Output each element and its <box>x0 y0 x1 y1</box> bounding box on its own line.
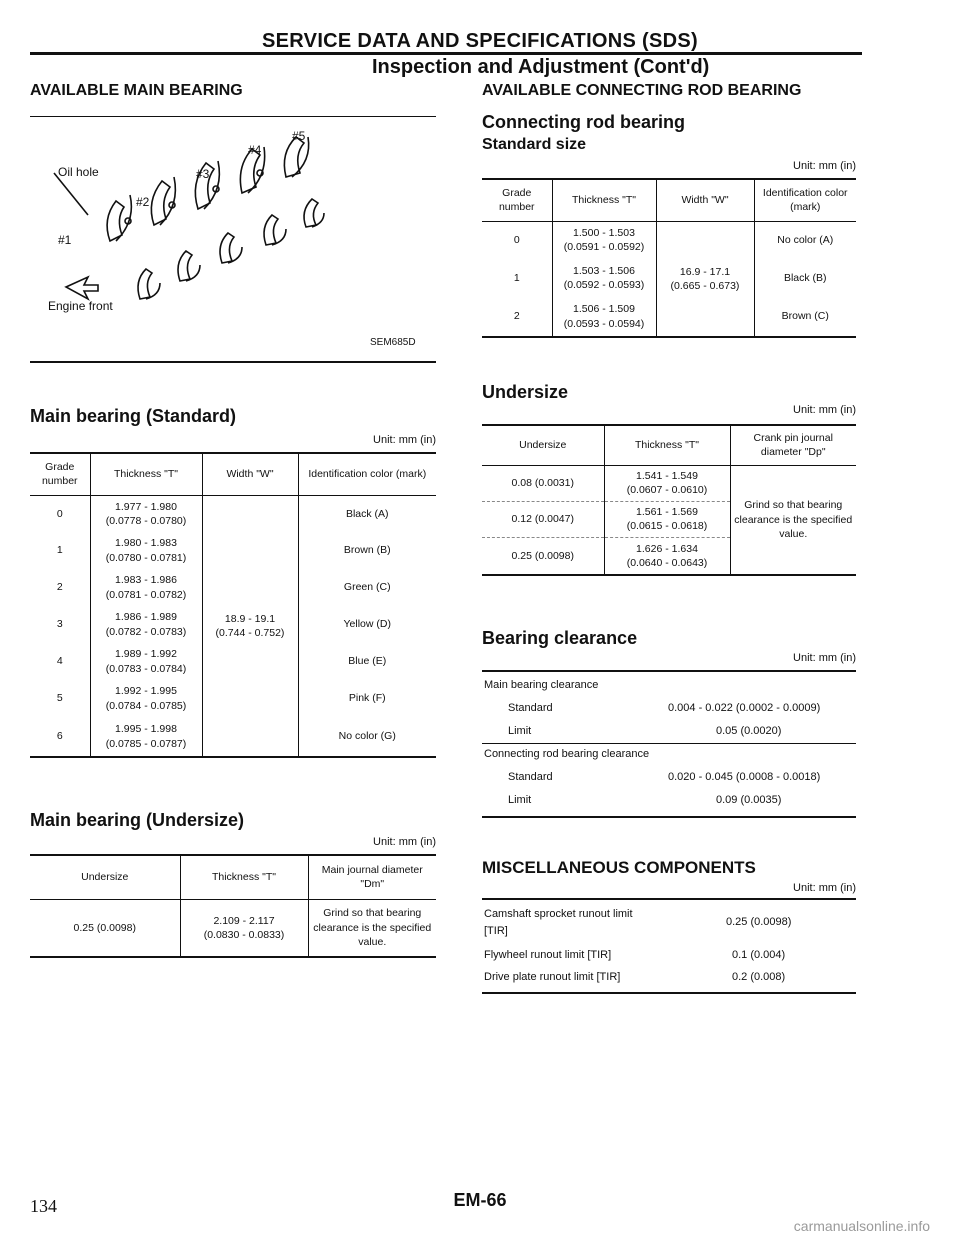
bearing-label-3: #3 <box>196 167 210 181</box>
figure-code: SEM685D <box>370 337 416 348</box>
drive-plate-runout-label: Drive plate runout limit [TIR] <box>484 971 621 983</box>
rod-limit-value: 0.09 (0.0035) <box>716 794 782 806</box>
col-grade-number: Grade number <box>498 187 535 214</box>
crank-pin-note-cell: Grind so that bearing clearance is the specified value. <box>730 465 856 575</box>
grade-cell: 1 <box>56 544 63 557</box>
bearing-clearance-unit: Unit: mm (in) <box>793 652 856 664</box>
thickness-cell <box>90 717 202 757</box>
thickness-mm: 1.983 - 1.986 <box>115 574 177 587</box>
undersize-cell: 0.12 (0.0047) <box>482 501 604 537</box>
color-cell: Brown (B) <box>298 532 436 569</box>
col-thickness: Thickness "T" <box>604 425 730 465</box>
main-standard-value: 0.004 - 0.022 (0.0002 - 0.0009) <box>668 702 821 714</box>
thickness-mm: 1.541 - 1.549 <box>636 469 698 482</box>
color-cell: Blue (E) <box>298 643 436 680</box>
bearing-shell-2 <box>151 181 170 225</box>
thickness-mm: 1.992 - 1.995 <box>115 685 177 698</box>
col-thickness: Thickness "T" <box>552 179 656 221</box>
misc-components-heading: MISCELLANEOUS COMPONENTS <box>482 858 756 877</box>
col-main-journal-diameter: Main journal diameter "Dm" <box>308 855 436 899</box>
thickness-in: (0.0781 - 0.0782) <box>105 588 187 601</box>
thickness-cell <box>552 259 656 297</box>
bearing-label-5: #5 <box>292 129 306 143</box>
color-cell: Green (C) <box>298 569 436 606</box>
thickness-mm: 1.500 - 1.503 <box>573 227 635 240</box>
bearing-shell-lower-5 <box>304 199 318 227</box>
bearing-label-4: #4 <box>248 143 262 157</box>
bearing-shell-lower-2 <box>178 251 192 281</box>
thickness-in: (0.0615 - 0.0618) <box>626 520 708 532</box>
color-cell: No color (A) <box>754 221 856 259</box>
width-in: (0.744 - 0.752) <box>215 626 285 639</box>
main-bearing-standard-title: Main bearing (Standard) <box>30 406 237 426</box>
bearing-figure <box>30 116 436 363</box>
bearing-illustration <box>30 117 436 361</box>
main-limit-value: 0.05 (0.0020) <box>716 725 782 737</box>
thickness-cell <box>552 221 656 259</box>
available-main-bearing-heading: AVAILABLE MAIN BEARING <box>30 82 243 99</box>
col-width: Width "W" <box>202 453 298 495</box>
flywheel-runout-label: Flywheel runout limit [TIR] <box>484 949 612 961</box>
grade-cell: 2 <box>513 310 520 323</box>
thickness-cell <box>90 680 202 717</box>
undersize-cell: 0.25 (0.0098) <box>511 549 574 562</box>
table-row <box>30 899 436 957</box>
col-identification-color: Identification color (mark) <box>754 179 856 221</box>
available-conrod-bearing-heading: AVAILABLE CONNECTING ROD BEARING <box>482 82 802 99</box>
table-row <box>482 465 856 501</box>
thickness-mm: 2.109 - 2.117 <box>213 914 275 927</box>
undersize-cell: 0.25 (0.0098) <box>73 921 136 934</box>
thickness-cell <box>90 606 202 643</box>
main-bearing-undersize-title: Main bearing (Undersize) <box>30 810 245 830</box>
grade-cell: 2 <box>56 581 63 594</box>
thickness-in: (0.0607 - 0.0610) <box>626 484 708 496</box>
grade-cell: 3 <box>56 618 63 631</box>
page-header-title: SERVICE DATA AND SPECIFICATIONS (SDS) <box>262 30 698 52</box>
engine-front-label: Engine front <box>48 299 113 313</box>
table-row <box>30 495 436 532</box>
rod-standard-value: 0.020 - 0.045 (0.0008 - 0.0018) <box>668 771 821 783</box>
bearing-label-2: #2 <box>136 195 150 209</box>
conrod-bearing-title: Connecting rod bearing <box>482 112 686 132</box>
main-limit-label: Limit <box>508 725 532 737</box>
thickness-mm: 1.503 - 1.506 <box>573 264 635 277</box>
thickness-mm: 1.986 - 1.989 <box>115 611 177 624</box>
color-cell: Black (B) <box>754 259 856 297</box>
undersize-table <box>482 424 856 576</box>
page-header-subtitle: Inspection and Adjustment (Cont'd) <box>372 56 710 78</box>
standard-size-subtitle: Standard size <box>482 136 587 153</box>
thickness-in: (0.0591 - 0.0592) <box>563 241 645 254</box>
thickness-in: (0.0640 - 0.0643) <box>626 556 708 569</box>
color-cell: Yellow (D) <box>298 606 436 643</box>
thickness-cell <box>90 532 202 569</box>
col-identification-color: Identification color (mark) <box>298 453 436 495</box>
journal-diameter-cell: Grind so that bearing clearance is the specified value. <box>308 899 436 957</box>
bearing-clearance-title: Bearing clearance <box>482 628 638 648</box>
flywheel-runout-value: 0.1 (0.004) <box>732 949 786 961</box>
rod-standard-label: Standard <box>508 771 553 783</box>
thickness-mm: 1.977 - 1.980 <box>115 500 177 513</box>
misc-top-rule <box>482 898 856 900</box>
watermark: carmanualsonline.info <box>793 1218 930 1234</box>
grade-cell: 6 <box>56 730 63 743</box>
misc-unit: Unit: mm (in) <box>793 882 856 894</box>
thickness-in: (0.0778 - 0.0780) <box>105 514 187 527</box>
bearing-shell-lower-3 <box>220 233 234 263</box>
main-bearing-standard-unit: Unit: mm (in) <box>373 434 436 446</box>
thickness-in: (0.0830 - 0.0833) <box>203 928 285 941</box>
thickness-in: (0.0784 - 0.0785) <box>105 699 187 712</box>
thickness-cell <box>90 569 202 606</box>
thickness-in: (0.0593 - 0.0594) <box>563 317 645 330</box>
bearing-shell-5 <box>284 137 304 177</box>
undersize-cell: 0.08 (0.0031) <box>482 465 604 501</box>
conrod-clearance-label: Connecting rod bearing clearance <box>484 748 650 760</box>
width-mm: 16.9 - 17.1 <box>679 265 731 278</box>
main-bearing-clearance-label: Main bearing clearance <box>484 679 599 691</box>
page-number: 134 <box>30 1196 57 1216</box>
main-bearing-undersize-unit: Unit: mm (in) <box>373 836 436 848</box>
thickness-in: (0.0782 - 0.0783) <box>105 625 187 638</box>
thickness-cell <box>180 899 308 957</box>
table-row <box>482 221 856 259</box>
undersize-unit: Unit: mm (in) <box>793 404 856 416</box>
bearing-label-1: #1 <box>58 233 72 247</box>
color-cell: No color (G) <box>298 717 436 757</box>
col-width: Width "W" <box>656 179 754 221</box>
thickness-mm: 1.989 - 1.992 <box>115 648 177 661</box>
color-cell: Brown (C) <box>754 297 856 337</box>
col-thickness: Thickness "T" <box>90 453 202 495</box>
oil-hole-label: Oil hole <box>58 165 99 179</box>
grade-cell: 0 <box>56 507 63 520</box>
misc-bottom-rule <box>482 992 856 994</box>
main-bearing-standard-table <box>30 452 436 758</box>
page-code: EM-66 <box>453 1190 507 1210</box>
clearance-bottom-rule <box>482 816 856 818</box>
camshaft-runout-label: Camshaft sprocket runout limit <box>484 908 633 920</box>
width-in: (0.665 - 0.673) <box>670 279 740 292</box>
thickness-mm: 1.995 - 1.998 <box>115 723 177 736</box>
clearance-mid-rule <box>482 743 856 744</box>
width-cell <box>202 495 298 757</box>
thickness-cell <box>604 465 730 501</box>
thickness-in: (0.0785 - 0.0787) <box>105 737 187 750</box>
camshaft-runout-label-tir: [TIR] <box>484 925 508 937</box>
conrod-bearing-table <box>482 178 856 338</box>
thickness-mm: 1.626 - 1.634 <box>636 542 698 555</box>
undersize-title: Undersize <box>482 382 569 402</box>
thickness-cell <box>604 537 730 575</box>
thickness-cell <box>90 495 202 532</box>
width-cell <box>656 221 754 337</box>
rod-limit-label: Limit <box>508 794 532 806</box>
bearing-shell-lower-4 <box>264 215 278 245</box>
thickness-in: (0.0780 - 0.0781) <box>105 551 187 564</box>
main-standard-label: Standard <box>508 702 553 714</box>
thickness-cell <box>90 643 202 680</box>
color-cell: Pink (F) <box>298 680 436 717</box>
thickness-mm: 1.506 - 1.509 <box>573 303 635 316</box>
col-grade-number: Grade number <box>41 461 78 488</box>
thickness-cell <box>604 501 730 537</box>
bearing-shell-lower-1 <box>138 269 152 299</box>
main-bearing-undersize-table <box>30 854 436 958</box>
thickness-mm: 1.561 - 1.569 <box>636 505 698 518</box>
camshaft-runout-value: 0.25 (0.0098) <box>726 916 792 928</box>
grade-cell: 0 <box>513 234 520 247</box>
clearance-top-rule <box>482 670 856 672</box>
header-rule <box>30 52 862 55</box>
col-thickness: Thickness "T" <box>180 855 308 899</box>
color-cell: Black (A) <box>298 495 436 532</box>
thickness-cell <box>552 297 656 337</box>
thickness-mm: 1.980 - 1.983 <box>115 537 177 550</box>
grade-cell: 1 <box>513 271 520 284</box>
col-crank-pin-diameter: Crank pin journal diameter "Dp" <box>730 425 856 465</box>
thickness-in: (0.0592 - 0.0593) <box>563 279 645 291</box>
drive-plate-runout-value: 0.2 (0.008) <box>732 971 786 983</box>
col-undersize: Undersize <box>519 439 567 452</box>
col-undersize: Undersize <box>81 871 129 884</box>
width-mm: 18.9 - 19.1 <box>224 612 276 625</box>
grade-cell: 4 <box>56 655 63 668</box>
thickness-in: (0.0783 - 0.0784) <box>105 662 187 675</box>
engine-front-arrow-icon <box>66 277 98 299</box>
conrod-unit: Unit: mm (in) <box>793 160 856 172</box>
grade-cell: 5 <box>56 692 63 705</box>
